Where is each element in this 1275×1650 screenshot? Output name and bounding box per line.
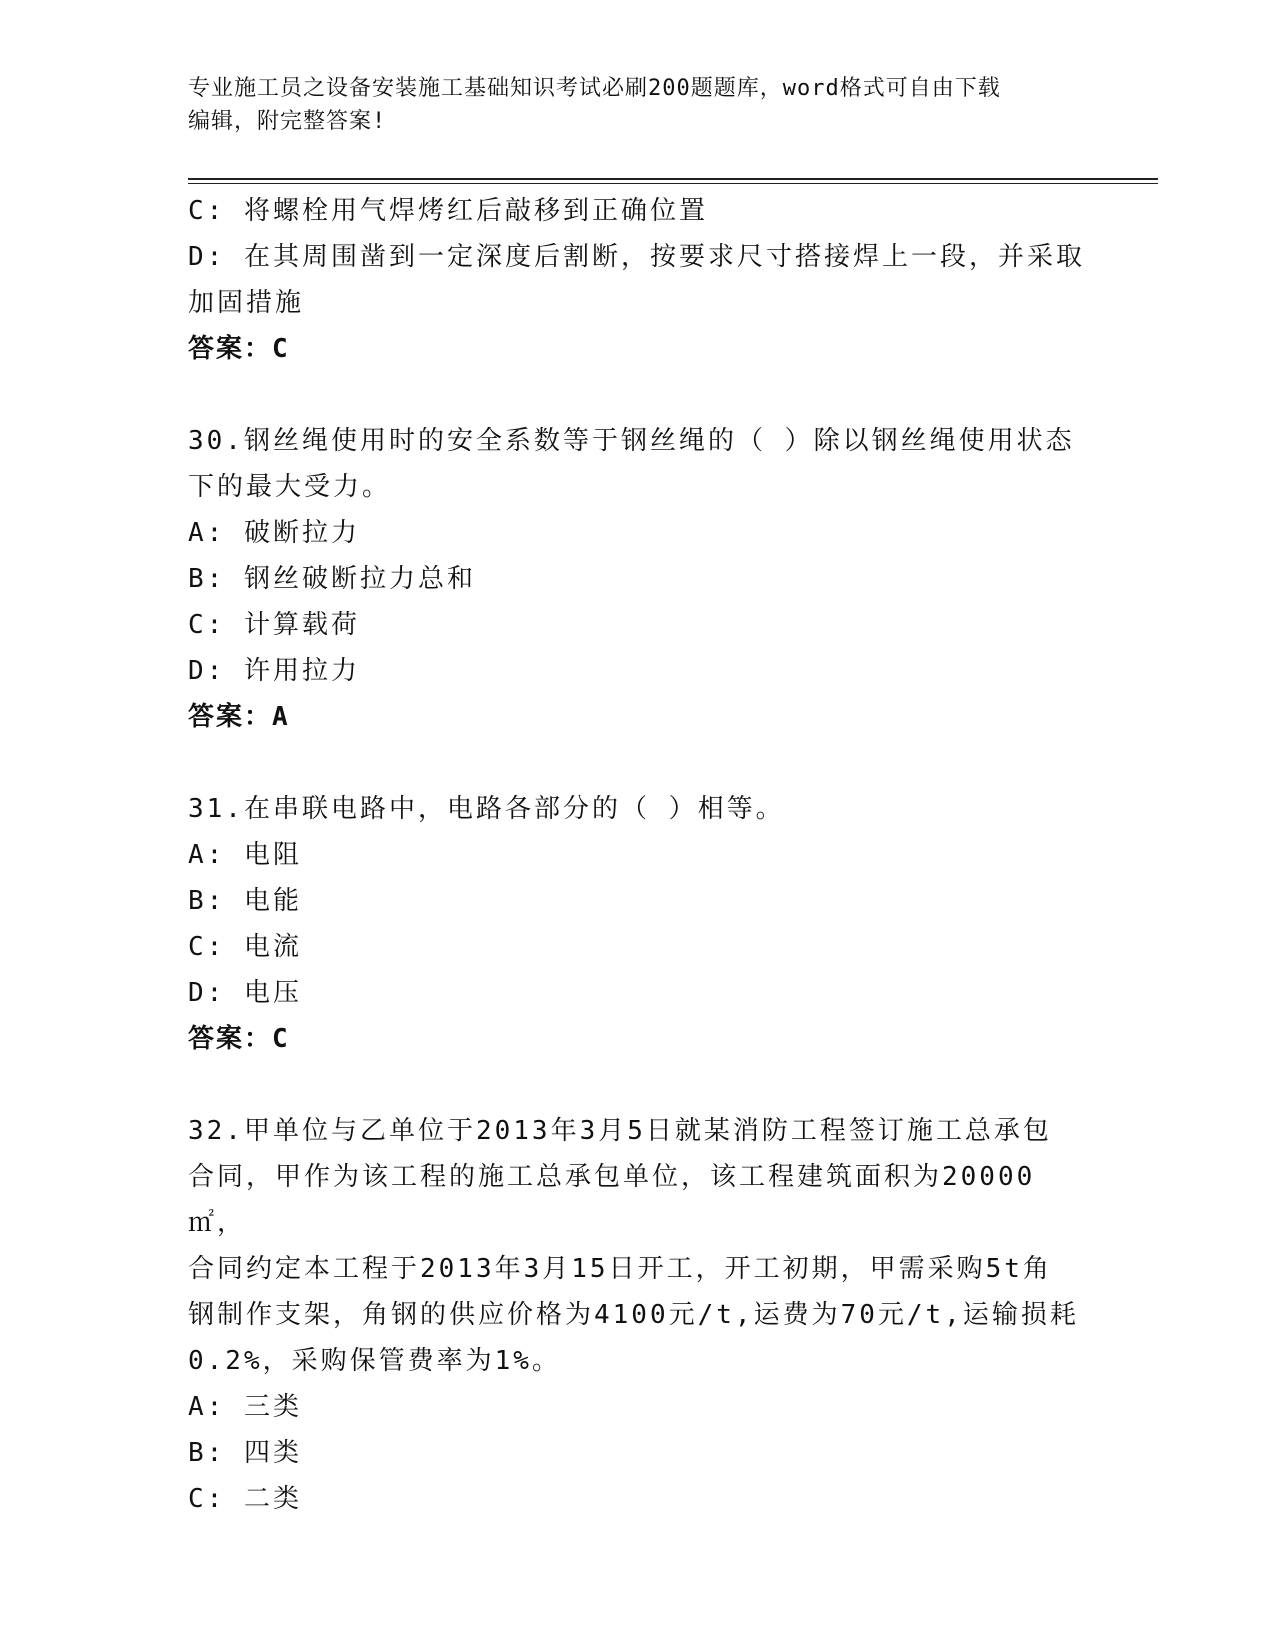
- option-c: C: 电流: [188, 932, 302, 962]
- option-d: D: 许用拉力: [188, 656, 360, 686]
- question-stem: 30.钢丝绳使用时的安全系数等于钢丝绳的（ ）除以钢丝绳使用状态: [188, 426, 1075, 456]
- question-content: [188, 188, 1088, 1522]
- option-d: D: 电压: [188, 978, 302, 1008]
- question-31: [188, 786, 1088, 1062]
- option-c: C: 将螺栓用气焊烤红后敲移到正确位置: [188, 196, 708, 226]
- option-a: A: 三类: [188, 1392, 302, 1422]
- spacer: [188, 372, 1088, 418]
- option-c: C: 二类: [188, 1484, 302, 1514]
- header-divider-thin: [188, 183, 1158, 184]
- previous-question-tail: [188, 188, 1088, 372]
- option-d-continued: 加固措施: [188, 288, 305, 318]
- option-d: D: 在其周围凿到一定深度后割断，按要求尺寸搭接焊上一段，并采取: [188, 242, 1085, 272]
- option-a: A: 电阻: [188, 840, 302, 870]
- option-c: C: 计算载荷: [188, 610, 360, 640]
- question-stem-continued: 0.2%，采购保管费率为1%。: [188, 1346, 561, 1376]
- question-stem-continued: 合同，甲作为该工程的施工总承包单位，该工程建筑面积为20000㎡，: [188, 1162, 1036, 1238]
- question-stem-continued: 下的最大受力。: [188, 472, 392, 502]
- spacer: [188, 740, 1088, 786]
- spacer: [188, 1062, 1088, 1108]
- answer: 答案：C: [188, 334, 290, 364]
- answer: 答案：C: [188, 1024, 290, 1054]
- option-b: B: 四类: [188, 1438, 302, 1468]
- document-header: [188, 72, 1088, 138]
- header-title-line-1: 专业施工员之设备安装施工基础知识考试必刷200题题库，word格式可自由下载: [188, 76, 1001, 101]
- question-stem: 31.在串联电路中，电路各部分的（ ）相等。: [188, 794, 785, 824]
- header-title-line-2: 编辑，附完整答案!: [188, 109, 387, 134]
- question-stem: 32.甲单位与乙单位于2013年3月5日就某消防工程签订施工总承包: [188, 1116, 1052, 1146]
- option-b: B: 电能: [188, 886, 302, 916]
- question-stem-continued: 钢制作支架，角钢的供应价格为4100元/t,运费为70元/t,运输损耗: [188, 1300, 1079, 1330]
- question-30: [188, 418, 1088, 740]
- answer: 答案：A: [188, 702, 290, 732]
- option-b: B: 钢丝破断拉力总和: [188, 564, 476, 594]
- option-a: A: 破断拉力: [188, 518, 360, 548]
- question-stem-continued: 合同约定本工程于2013年3月15日开工，开工初期，甲需采购5t角: [188, 1254, 1052, 1284]
- question-32: [188, 1108, 1088, 1522]
- header-divider-thick: [188, 178, 1158, 180]
